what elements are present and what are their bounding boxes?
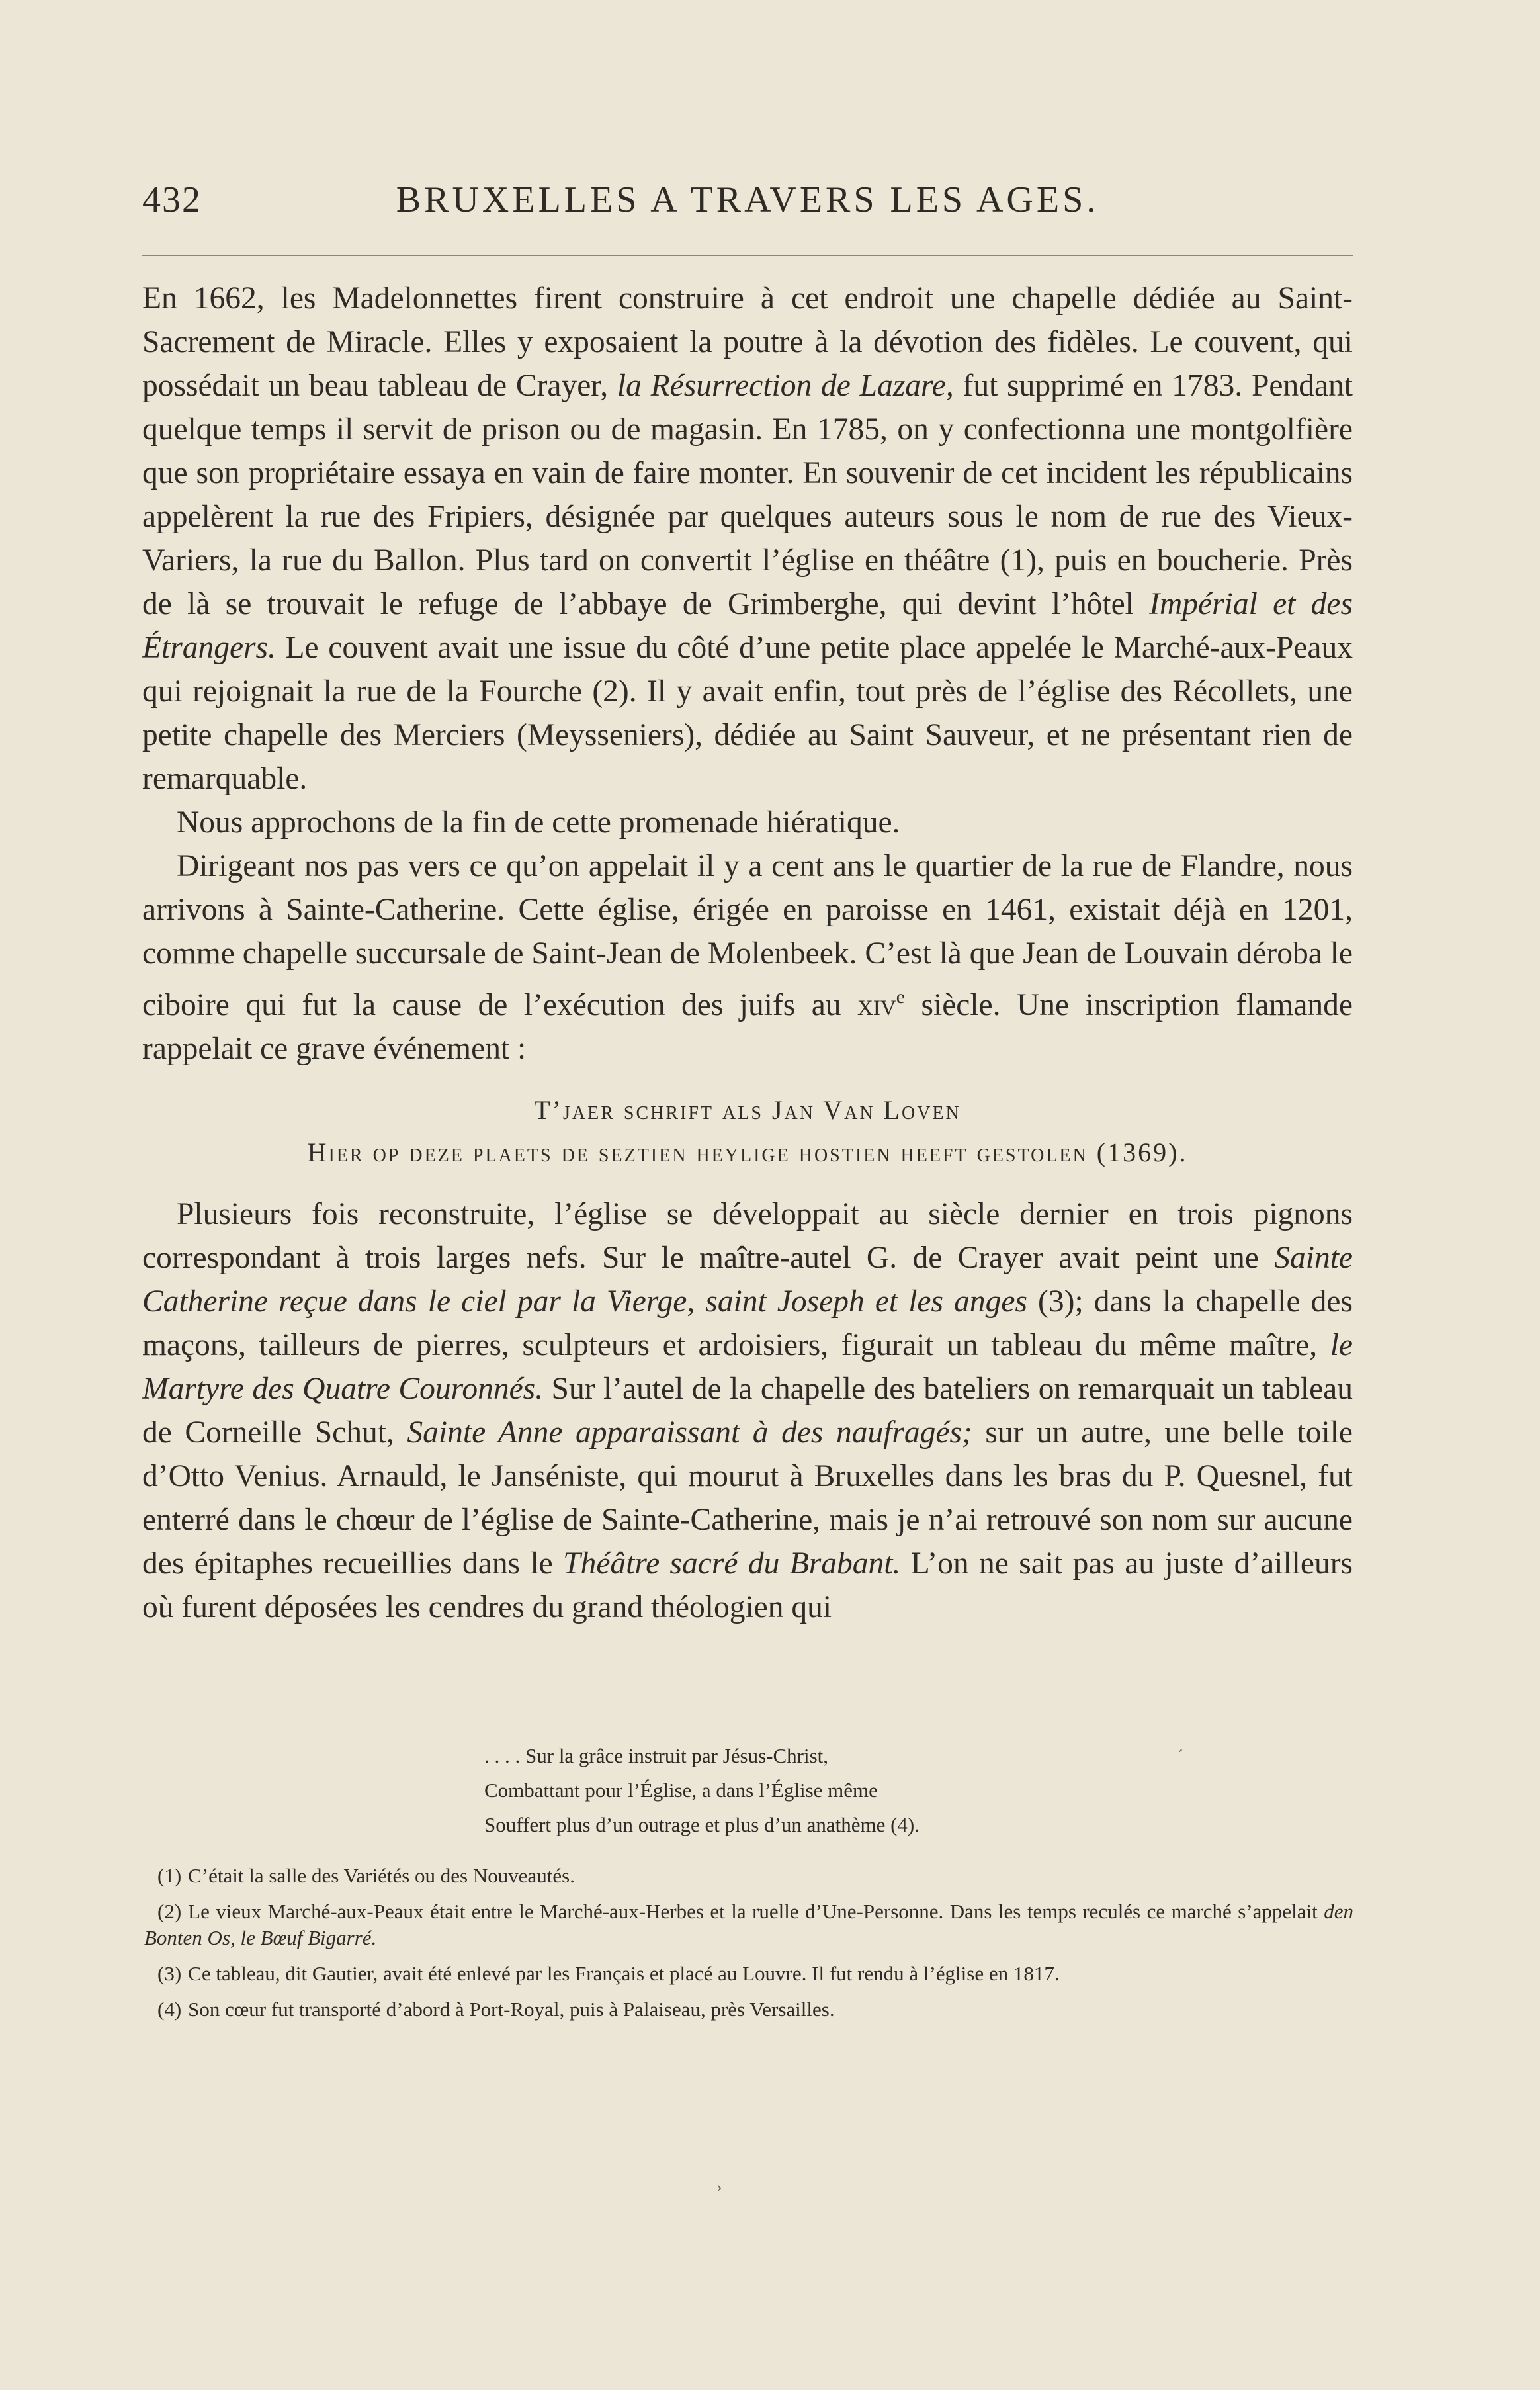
header-rule bbox=[142, 255, 1353, 256]
paragraph-4: Plusieurs fois reconstruite, l’église se développait au siècle dernier en trois pignons correspondant à trois larges nefs. Sur le maître-autel G. de Crayer avait peint une Sainte Catherine reçue dans le ciel par la Vierge, saint Joseph et les anges (3); dans la chapelle des maçons, tailleurs de pierres, sculpteurs et ardoisiers, figurait un tableau du même maître, le Martyre des Quatre Couronnés. Sur l’autel de la chapelle des bateliers on remarquait un tableau de Corneille Schut, Sainte Anne apparaissant à des naufragés; sur un autre, une belle toile d’Otto Venius. Arnauld, le Janséniste, qui mourut à Bruxelles dans les bras du P. Quesnel, fut enterré dans le chœur de l’église de Sainte-Catherine, mais je n’ai retrouvé son nom sur aucune des épitaphes recueillies dans le Théâtre sacré du Brabant. L’on ne sait pas au juste d’ailleurs où furent déposées les cendres du grand théologien qui bbox=[142, 1197, 1353, 1624]
footnotes bbox=[144, 1863, 1353, 2032]
stray-mark: ´ bbox=[1177, 1747, 1183, 1766]
footnote-1: (1) C’était la salle des Variétés ou des Nouveautés. bbox=[157, 1864, 575, 1887]
main-text bbox=[142, 277, 1353, 1629]
stray-mark-bottom: › bbox=[716, 2177, 722, 2196]
verse-line-2: Combattant pour l’Église, a dans l’Église même bbox=[484, 1779, 878, 1802]
running-title: BRUXELLES A TRAVERS LES AGES. bbox=[396, 179, 1099, 220]
inscription-line-2: Hier op deze plaets de seztien heylige hostien heeft gestolen (1369). bbox=[307, 1137, 1188, 1167]
paragraph-2: Nous approchons de la fin de cette promenade hiératique. bbox=[177, 805, 900, 840]
verse-line-3: Souffert plus d’un outrage et plus d’un anathème (4). bbox=[484, 1813, 920, 1836]
paragraph-3: Dirigeant nos pas vers ce qu’on appelait il y a cent ans le quartier de la rue de Flandre, nous arrivons à Sainte-Catherine. Cette église, érigée en paroisse en 1461, existait déjà en 1201, comme chapelle succursale de Saint-Jean de Molenbeek. C’est là que Jean de Louvain déroba le ciboire qui fut la cause de l’exécution des juifs au xiv$^e$ siècle. Une inscription flamande rappelait ce grave événement : bbox=[142, 849, 1353, 1066]
footnote-3: (3) Ce tableau, dit Gautier, avait été enlevé par les Français et placé au Louvre. Il fut rendu à l’église en 1817. bbox=[157, 1962, 1060, 1985]
inscription-line-1: T’jaer schrift als Jan Van Loven bbox=[534, 1095, 961, 1125]
page-number: 432 bbox=[142, 179, 202, 220]
paragraph-1: En 1662, les Madelonnettes firent construire à cet endroit une chapelle dédiée au Saint-Sacrement de Miracle. Elles y exposaient la poutre à la dévotion des fidèles. Le couvent, qui possédait un beau tableau de Crayer, la Résurrection de Lazare, fut supprimé en 1783. Pendant quelque temps il servit de prison ou de magasin. En 1785, on y confectionna une montgolfière que son propriétaire essaya en vain de faire monter. En souvenir de cet incident les républicains appelèrent la rue des Fripiers, désignée par quelques auteurs sous le nom de rue des Vieux-Variers, la rue du Ballon. Plus tard on convertit l’église en théâtre (1), puis en boucherie. Près de là se trouvait le refuge de l’abbaye de Grimberghe, qui devint l’hôtel Impérial et des Étrangers. Le couvent avait une issue du côté d’une petite place appelée le Marché-aux-Peaux qui rejoignait la rue de la Fourche (2). Il y avait enfin, tout près de l’église des Récollets, une petite chapelle des Merciers (Meysseniers), dédiée au Saint Sauveur, et ne présentant rien de remarquable. bbox=[142, 281, 1353, 796]
page-header bbox=[142, 179, 1353, 232]
footnote-2: (2) Le vieux Marché-aux-Peaux était entre le Marché-aux-Herbes et la ruelle d’Une-Personne. Dans les temps reculés ce marché s’appelait den Bonten Os, le Bœuf Bigarré. bbox=[144, 1900, 1353, 1949]
footnote-4: (4) Son cœur fut transporté d’abord à Port-Royal, puis à Palaiseau, près Versailles. bbox=[157, 1998, 835, 2021]
verse-quote bbox=[484, 1739, 1146, 1842]
verse-line-1: . . . . Sur la grâce instruit par Jésus-Christ, bbox=[484, 1744, 829, 1767]
